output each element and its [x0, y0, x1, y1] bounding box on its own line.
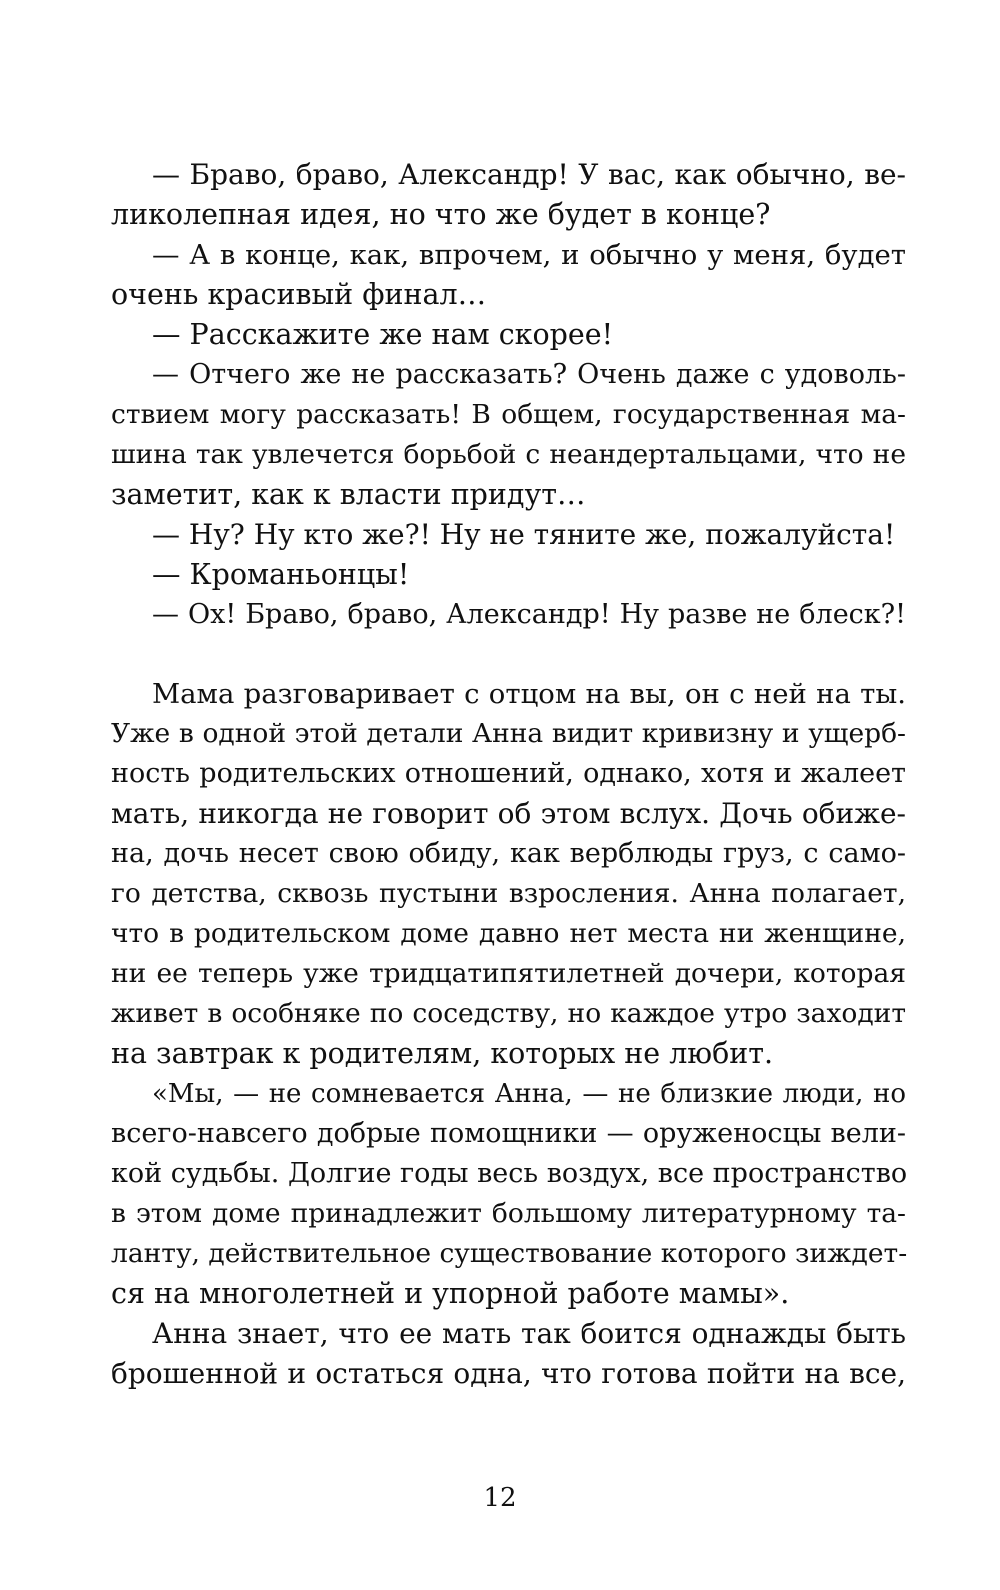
- text-line: на завтрак к родителям, которых не любит.: [111, 1037, 774, 1070]
- text-line: живет в особняке по соседству, но каждое утро заходит: [111, 998, 906, 1029]
- text-line: всего-навсего добрые помощники — оруженосцы вели-: [111, 1118, 906, 1149]
- text-line: Анна знает, что ее мать так боится однажды быть: [152, 1317, 906, 1350]
- text-line: на, дочь несет свою обиду, как верблюды груз, с само-: [111, 838, 906, 869]
- text-line: — Расскажите же нам скорее!: [152, 318, 614, 351]
- text-line: заметит, как к власти придут…: [111, 478, 586, 511]
- text-line: ни ее теперь уже тридцатипятилетней дочери, которая: [111, 958, 906, 989]
- text-line: шина так увлечется борьбой с неандертальцами, что не: [111, 439, 906, 470]
- text-line: — Браво, браво, Александр! У вас, как обычно, ве-: [152, 158, 906, 191]
- text-line: кой судьбы. Долгие годы весь воздух, все пространство: [111, 1158, 908, 1189]
- text-line: в этом доме принадлежит большому литературному та-: [111, 1198, 906, 1229]
- text-line: ность родительских отношений, однако, хотя и жалеет: [111, 758, 906, 789]
- text-line: — А в конце, как, впрочем, и обычно у меня, будет: [152, 239, 906, 271]
- text-line: Мама разговаривает с отцом на вы, он с ней на ты.: [152, 678, 906, 710]
- text-line: Уже в одной этой детали Анна видит кривизну и ущерб-: [111, 718, 906, 749]
- text-line: что в родительском доме давно нет места ни женщине,: [111, 918, 906, 949]
- text-line: «Мы, — не сомневается Анна, — не близкие люди, но: [152, 1079, 906, 1109]
- text-line: — Ну? Ну кто же?! Ну не тяните же, пожалуйста!: [152, 518, 896, 551]
- page-number: 12: [483, 1483, 517, 1513]
- text-line: ланту, действительное существование которого зиждет-: [111, 1238, 908, 1269]
- text-line: — Кроманьонцы!: [152, 558, 410, 591]
- text-line: ствием могу рассказать! В общем, государственная ма-: [111, 399, 906, 430]
- text-line: — Отчего же не рассказать? Очень даже с удоволь-: [152, 359, 906, 390]
- text-line: очень красивый финал…: [111, 278, 487, 311]
- text-line: го детства, сквозь пустыни взросления. Анна полагает,: [111, 878, 906, 909]
- text-line: брошенной и остаться одна, что готова пойти на все,: [111, 1357, 906, 1390]
- text-line: ликолепная идея, но что же будет в конце?: [111, 198, 771, 231]
- text-line: мать, никогда не говорит об этом вслух. Дочь обиже-: [111, 797, 906, 830]
- text-line: ся на многолетней и упорной работе мамы».: [111, 1277, 790, 1310]
- text-line: — Ох! Браво, браво, Александр! Ну разве не блеск?!: [152, 599, 906, 630]
